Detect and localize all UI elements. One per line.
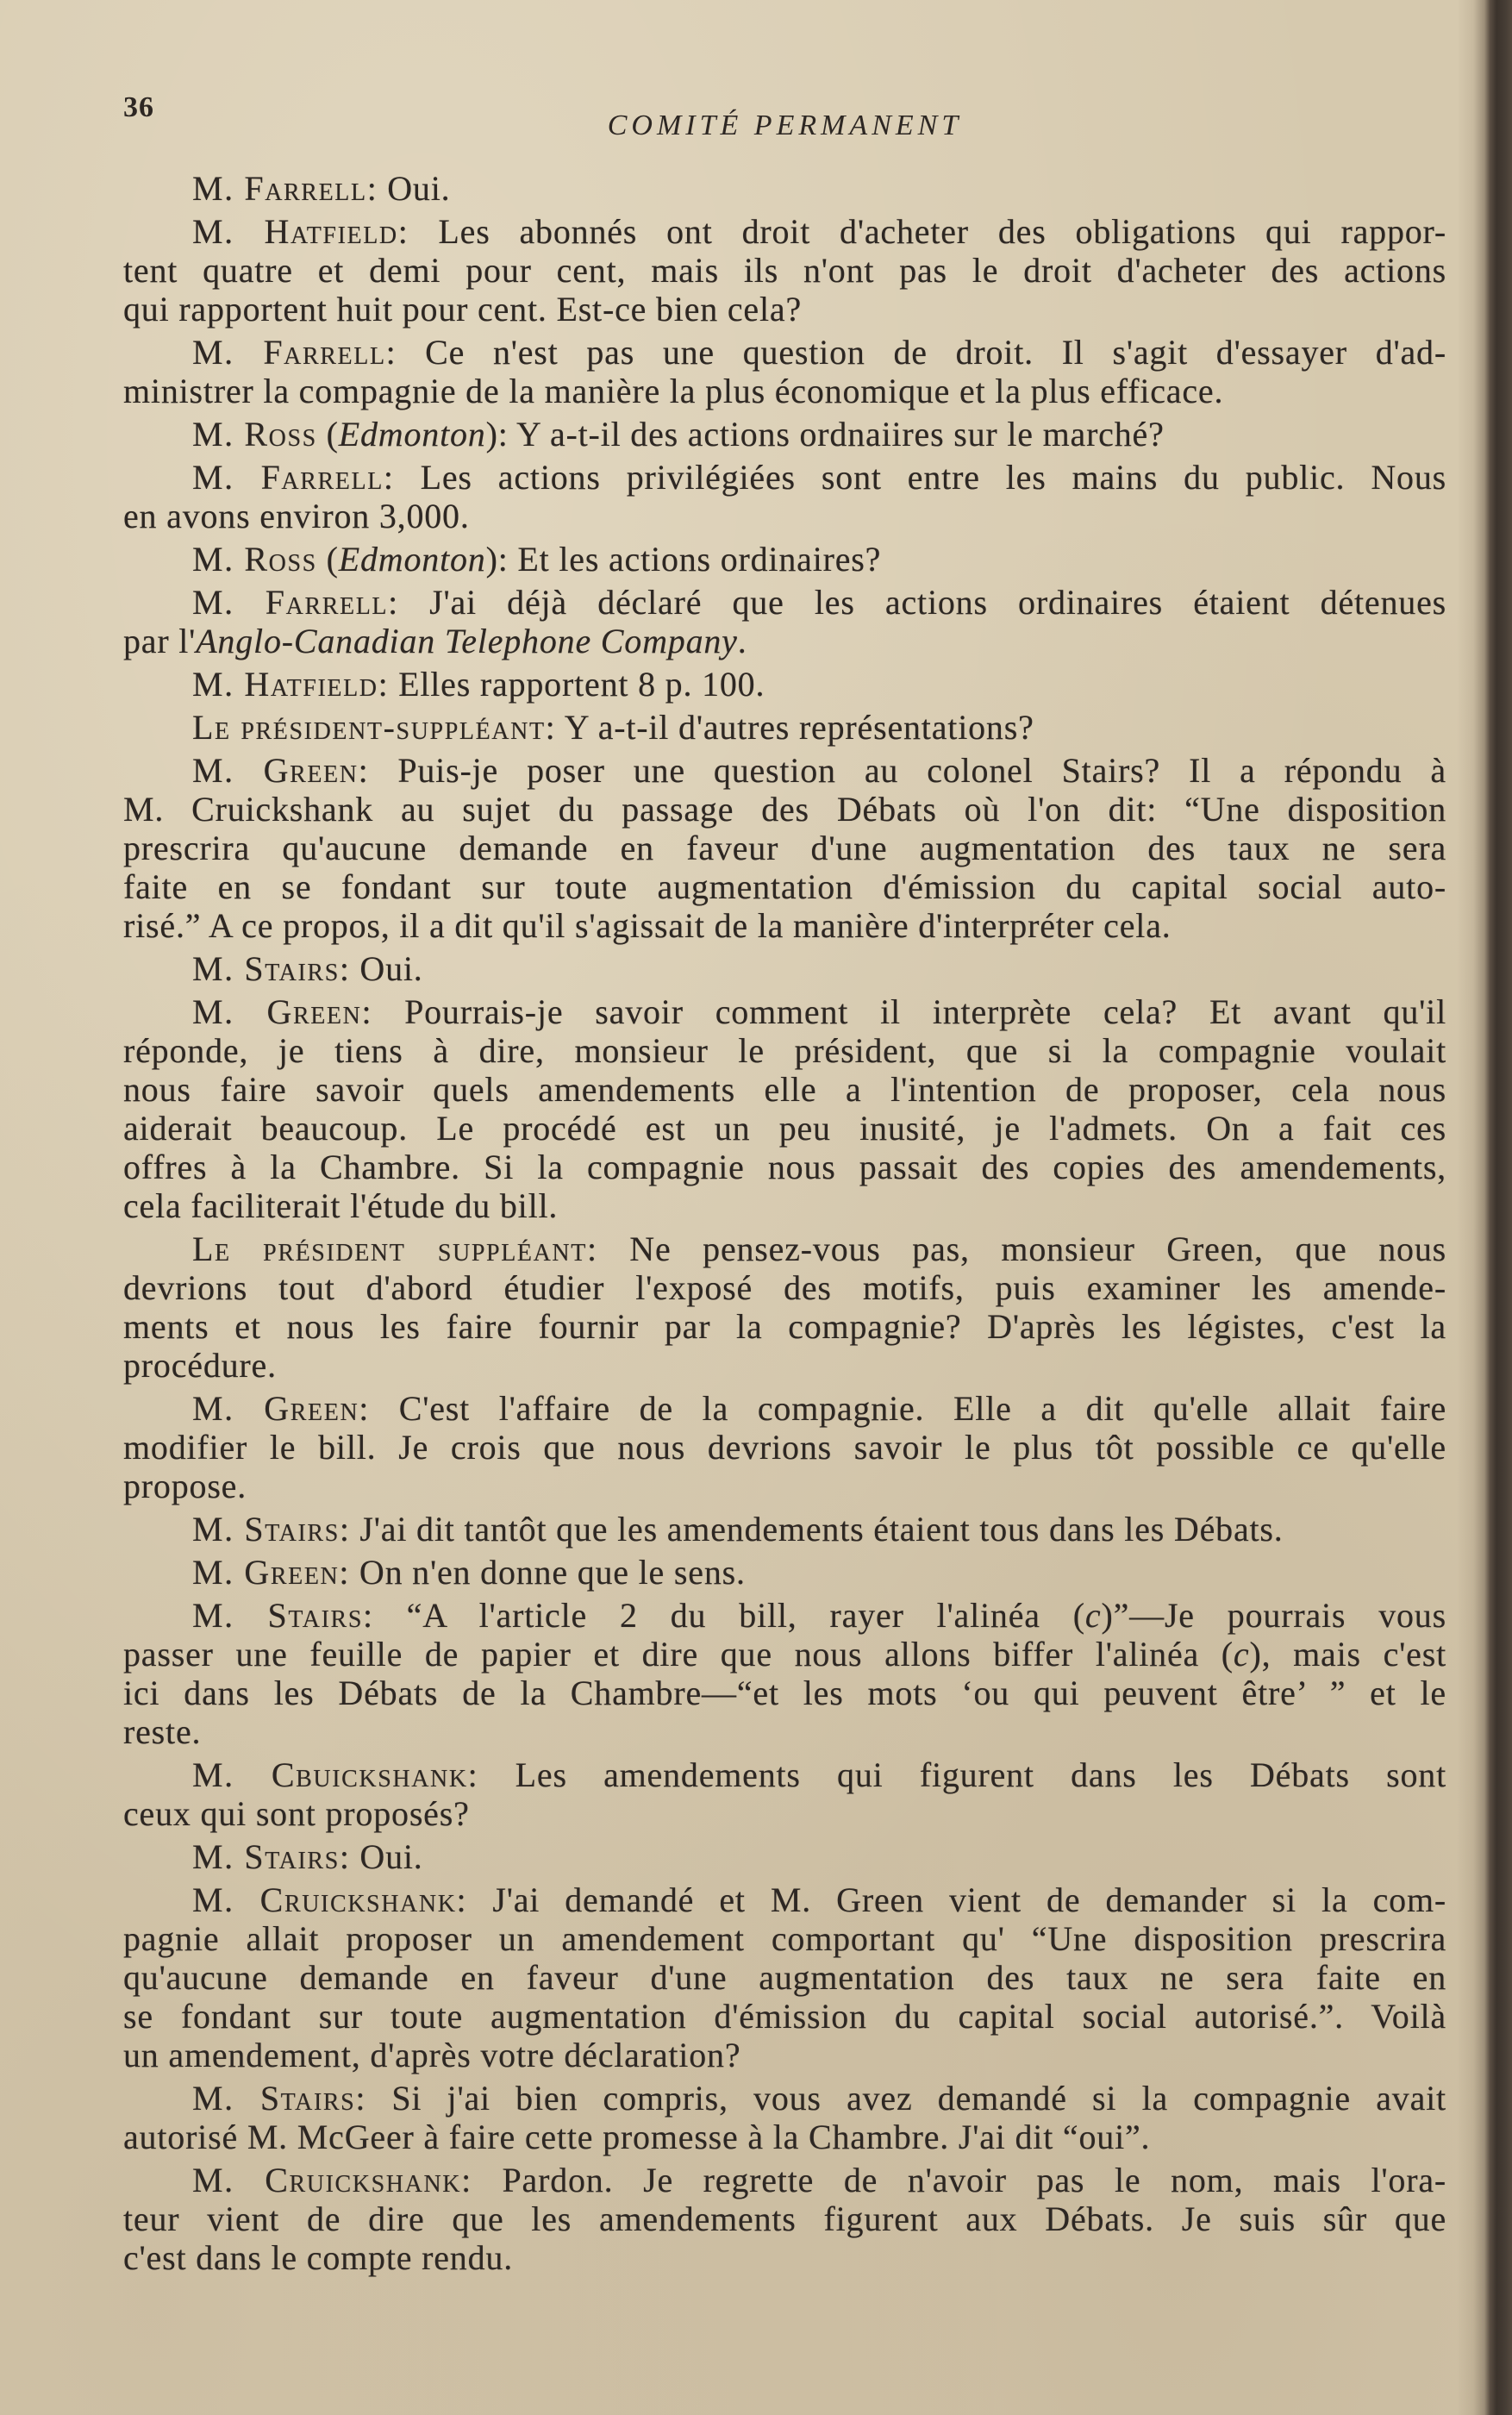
text-line [123, 2079, 1446, 2118]
line-text: Elles rapportent 8 p. 100. [398, 665, 765, 704]
text-line [123, 665, 1446, 704]
speaker-label: M. Green: [192, 992, 373, 1031]
transcript-entry [123, 415, 1446, 454]
text-line [123, 1880, 1446, 1919]
line-text: “A l'article 2 du bill, rayer l'alinéa ( [406, 1596, 1085, 1635]
speaker-label: M. Cbuickshank: [192, 1755, 479, 1794]
transcript-entry [123, 665, 1446, 704]
text-line: ceux qui sont proposés? [123, 1794, 470, 1833]
text-line [123, 169, 1446, 208]
line-text: Les abonnés ont droit d'acheter des obligations qui rappor- [438, 212, 1446, 251]
text-line [123, 992, 1446, 1031]
speaker-label: M. Farrell: [192, 169, 378, 208]
italic-text: Edmonton [338, 540, 486, 579]
transcript-entry [123, 1553, 1446, 1592]
speaker-label: M. Green: [192, 1389, 370, 1428]
transcript-entry [123, 949, 1446, 988]
line-text: C'est l'affaire de la compagnie. Elle a dit qu'elle allait faire [398, 1389, 1446, 1428]
transcript-entry [123, 583, 1446, 660]
line-text: Si j'ai bien compris, vous avez demandé si la compagnie avait [391, 2079, 1446, 2118]
line-text: J'ai dit tantôt que les amendements étaient tous dans les Débats. [359, 1510, 1284, 1548]
text-line [123, 212, 1446, 251]
text-line: qu'aucune demande en faveur d'une augmentation des taux ne sera faite en [123, 1958, 1446, 1997]
transcript-entry [123, 1755, 1446, 1833]
text-line [123, 333, 1446, 372]
text-line [123, 1553, 1446, 1592]
text-line: qui rapportent huit pour cent. Est-ce bien cela? [123, 290, 802, 328]
speaker-label: M. Stairs: [192, 949, 351, 988]
speaker-label: M. Green: [192, 1553, 351, 1592]
text-line: modifier le bill. Je crois que nous devrions savoir le plus tôt possible ce qu'elle [123, 1428, 1446, 1467]
text-line: prescrira qu'aucune demande en faveur d'une augmentation des taux ne sera [123, 829, 1446, 867]
line-text: Les actions privilégiées sont entre les mains du public. Nous [420, 458, 1446, 497]
page-edge-shadow [1457, 0, 1512, 2415]
speaker-label: M. Ross [192, 540, 317, 579]
line-text: Les amendements qui figurent dans les Débats sont [515, 1755, 1446, 1794]
text-line: se fondant sur toute augmentation d'émission du capital social autorisé.”. Voilà [123, 1997, 1446, 2036]
line-text: Ce n'est pas une question de droit. Il s'agit d'essayer d'ad- [425, 333, 1446, 372]
speaker-label: M. Stairs: [192, 1837, 351, 1876]
transcript-entry [123, 212, 1446, 328]
text-line: nous faire savoir quels amendements elle a l'intention de proposer, cela nous [123, 1070, 1446, 1109]
line-text: Y a-t-il d'autres représentations? [564, 708, 1034, 747]
transcript-entry [123, 1510, 1446, 1548]
text-line [123, 583, 1446, 622]
text-line: pagnie allait proposer un amendement comportant qu' “Une disposition prescrira [123, 1919, 1446, 1958]
transcript-entry [123, 333, 1446, 410]
text-line [123, 622, 1446, 660]
line-text: ), mais c'est [1249, 1635, 1446, 1674]
line-text: )”—Je pourrais vous [1101, 1596, 1446, 1635]
text-line: ici dans les Débats de la Chambre—“et les mots ‘ou qui peuvent être’ ” et le [123, 1674, 1446, 1712]
text-line [123, 1837, 1446, 1876]
line-text: Pardon. Je regrette de n'avoir pas le nom, mais l'ora- [502, 2161, 1446, 2199]
speaker-label: M. Hatfield: [192, 665, 390, 704]
transcript-entry [123, 169, 1446, 208]
transcript-entry [123, 1880, 1446, 2074]
speaker-label: M. Green: [192, 751, 370, 790]
text-line: procédure. [123, 1346, 277, 1385]
line-text: Oui. [387, 169, 451, 208]
italic-text: Anglo-Canadian Telephone Company [196, 622, 738, 660]
transcript-entry [123, 1389, 1446, 1505]
transcript-entry [123, 2079, 1446, 2156]
line-text: ( [326, 415, 339, 454]
text-line: autorisé M. McGeer à faire cette promesse à la Chambre. J'ai dit “oui”. [123, 2118, 1151, 2156]
transcript-entry [123, 458, 1446, 535]
italic-text: Edmonton [338, 415, 486, 454]
line-text: Pourrais-je savoir comment il interprète cela? Et avant qu'il [404, 992, 1446, 1031]
text-line: en avons environ 3,000. [123, 497, 470, 535]
text-line [123, 708, 1446, 747]
speaker-label: M. Farrell: [192, 458, 395, 497]
line-text: ( [326, 540, 339, 579]
transcript-entry [123, 540, 1446, 579]
line-text: J'ai déjà déclaré que les actions ordinaires étaient détenues [429, 583, 1446, 622]
speaker-label: M. Cruickshank: [192, 2161, 472, 2199]
text-line [123, 949, 1446, 988]
transcript-entry [123, 1596, 1446, 1751]
text-line: propose. [123, 1467, 247, 1505]
text-line [123, 1389, 1446, 1428]
text-line: teur vient de dire que les amendements figurent aux Débats. Je suis sûr que [123, 2199, 1446, 2238]
speaker-label: M. Cruickshank: [192, 1880, 468, 1919]
speaker-label: M. Stairs: [192, 2079, 367, 2118]
speaker-label: Le président-suppléant: [192, 708, 557, 747]
speaker-label: M. Farrell: [192, 583, 399, 622]
text-line: reste. [123, 1712, 202, 1751]
transcript-entry [123, 751, 1446, 945]
text-line [123, 1755, 1446, 1794]
text-line: ministrer la compagnie de la manière la plus économique et la plus efficace. [123, 372, 1224, 410]
text-line [123, 540, 1446, 579]
text-line: c'est dans le compte rendu. [123, 2238, 513, 2277]
speaker-label: M. Farrell: [192, 333, 397, 372]
text-line [123, 415, 1446, 454]
line-text: passer une feuille de papier et dire que nous allons biffer l'alinéa ( [123, 1635, 1234, 1674]
transcript-body [123, 169, 1446, 2281]
line-text: Oui. [359, 949, 423, 988]
text-line [123, 1510, 1446, 1548]
text-line: un amendement, d'après votre déclaration? [123, 2036, 741, 2074]
italic-text: c [1233, 1635, 1250, 1674]
transcript-entry [123, 708, 1446, 747]
text-line [123, 458, 1446, 497]
line-text: Oui. [359, 1837, 423, 1876]
line-text: . [737, 622, 747, 660]
running-head: COMITÉ PERMANENT [607, 109, 963, 141]
text-line [123, 2161, 1446, 2199]
transcript-entry [123, 1837, 1446, 1876]
text-line: devrions tout d'abord étudier l'exposé des motifs, puis examiner les amende- [123, 1268, 1446, 1307]
text-line: faite en se fondant sur toute augmentation d'émission du capital social auto- [123, 867, 1446, 906]
transcript-entry [123, 1229, 1446, 1385]
text-line: offres à la Chambre. Si la compagnie nous passait des copies des amendements, [123, 1148, 1446, 1186]
line-text: ): Et les actions ordinaires? [485, 540, 882, 579]
transcript-entry [123, 2161, 1446, 2277]
italic-text: c [1084, 1596, 1102, 1635]
speaker-label: M. Stairs: [192, 1510, 351, 1548]
page-number: 36 [123, 91, 154, 123]
line-text: par l' [123, 622, 197, 660]
text-line: risé.” A ce propos, il a dit qu'il s'agissait de la manière d'interpréter cela. [123, 906, 1171, 945]
speaker-label: M. Stairs: [192, 1596, 374, 1635]
transcript-entry [123, 992, 1446, 1225]
speaker-label: M. Ross [192, 415, 317, 454]
speaker-label: Le président suppléant: [192, 1229, 598, 1268]
text-line: tent quatre et demi pour cent, mais ils n'ont pas le droit d'acheter des actions [123, 251, 1446, 290]
text-line [123, 1596, 1446, 1635]
text-line [123, 751, 1446, 790]
line-text: ): Y a-t-il des actions ordnaiires sur le marché? [485, 415, 1165, 454]
text-line: ments et nous les faire fournir par la compagnie? D'après les légistes, c'est la [123, 1307, 1446, 1346]
line-text: Ne pensez-vous pas, monsieur Green, que nous [629, 1229, 1446, 1268]
text-line: cela faciliterait l'étude du bill. [123, 1186, 559, 1225]
text-line [123, 1229, 1446, 1268]
text-line: réponde, je tiens à dire, monsieur le président, que si la compagnie voulait [123, 1031, 1446, 1070]
speaker-label: M. Hatfield: [192, 212, 409, 251]
text-line: aiderait beaucoup. Le procédé est un peu inusité, je l'admets. On a fait ces [123, 1109, 1446, 1148]
line-text: Puis-je poser une question au colonel Stairs? Il a répondu à [397, 751, 1446, 790]
text-line [123, 1635, 1446, 1674]
line-text: J'ai demandé et M. Green vient de demander si la com- [492, 1880, 1446, 1919]
line-text: On n'en donne que le sens. [359, 1553, 746, 1592]
text-line: M. Cruickshank au sujet du passage des Débats où l'on dit: “Une disposition [123, 790, 1446, 829]
